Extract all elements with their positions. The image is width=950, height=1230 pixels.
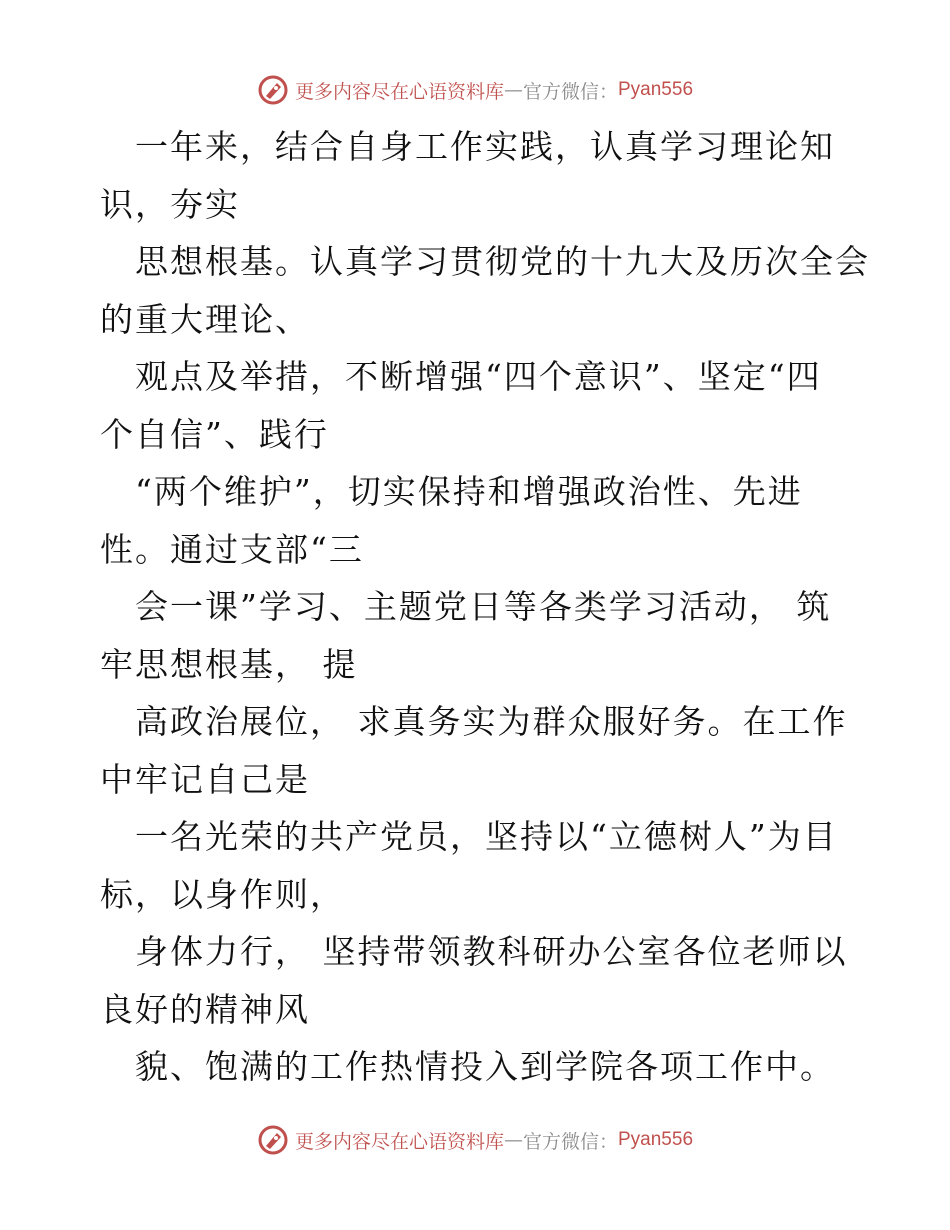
body-line: 思想根基。认真学习贯彻党的十九大及历次全会 xyxy=(135,242,870,281)
watermark-site-text: 更多内容尽在心语资料库 xyxy=(294,1130,504,1153)
watermark-account-id: Pyan556 xyxy=(618,1129,694,1150)
body-line: 标，以身作则， xyxy=(100,874,345,914)
body-line: 会一课”学习、主题党日等各类学习活动， 筑 xyxy=(135,587,832,626)
body-line: 一名光荣的共产党员，坚持以“立德树人”为目 xyxy=(135,817,838,856)
body-line: 身体力行， 坚持带领教科研办公室各位老师以 xyxy=(135,932,848,971)
body-line: 良好的精神风 xyxy=(100,989,310,1029)
watermark-separator: — xyxy=(503,1129,523,1151)
watermark-separator: — xyxy=(503,79,523,101)
body-line: 牢思想根基， 提 xyxy=(100,644,358,684)
watermark-account-id: Pyan556 xyxy=(618,79,694,100)
watermark-account-label: 官方微信： xyxy=(522,80,618,103)
document-body xyxy=(100,118,870,1096)
pen-nib-logo-icon xyxy=(257,1124,289,1156)
watermark-account-label: 官方微信： xyxy=(522,1130,618,1153)
header-watermark xyxy=(0,70,950,110)
body-line: 观点及举措，不断增强“四个意识”、坚定“四 xyxy=(135,357,822,396)
body-line: 中牢记自己是 xyxy=(100,759,310,799)
body-line: 高政治展位， 求真务实为群众服好务。在工作 xyxy=(135,702,848,741)
pen-nib-logo-icon xyxy=(257,74,289,106)
body-line: 貌、饱满的工作热情投入到学院各项工作中。 xyxy=(135,1047,835,1086)
body-line: 个自信”、践行 xyxy=(100,414,329,454)
body-line: 性。通过支部“三 xyxy=(100,529,364,569)
watermark-site-text: 更多内容尽在心语资料库 xyxy=(294,80,504,103)
body-line: 一年来，结合自身工作实践，认真学习理论知 xyxy=(135,127,835,166)
body-line: 的重大理论、 xyxy=(100,299,310,339)
body-line: “两个维护”，切实保持和增强政治性、先进 xyxy=(135,472,803,511)
footer-watermark xyxy=(0,1120,950,1160)
body-line: 识，夯实 xyxy=(100,184,240,224)
